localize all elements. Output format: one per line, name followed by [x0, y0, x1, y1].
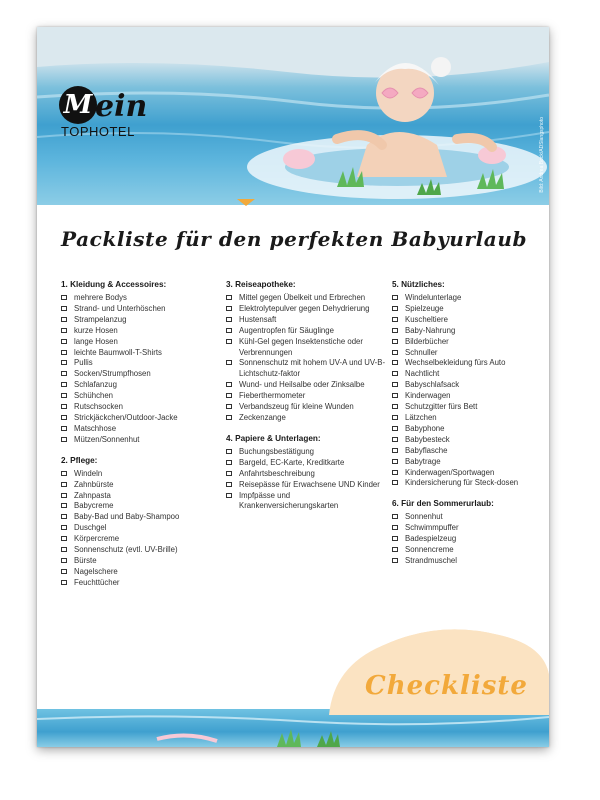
checklist-item	[226, 337, 386, 359]
checklist-item	[392, 424, 549, 435]
item-list	[226, 293, 386, 424]
checkbox-icon	[392, 514, 398, 519]
checklist-item-label: Baby-Nahrung	[405, 325, 456, 335]
item-list	[226, 447, 386, 512]
checklist-item	[392, 315, 549, 326]
section-title: 4. Papiere & Unterlagen:	[226, 433, 321, 443]
checklist-item	[392, 380, 549, 391]
checklist-item	[61, 348, 221, 359]
checkbox-icon	[61, 580, 67, 585]
checkbox-icon	[392, 328, 398, 333]
checkbox-icon	[392, 382, 398, 387]
checklist-item	[392, 556, 549, 567]
checklist-item-label: Babyschlafsack	[405, 380, 460, 390]
checklist-item-label: Kühl-Gel gegen Insektenstiche oder Verbrennungen	[239, 336, 363, 357]
checkbox-icon	[61, 371, 67, 376]
checkbox-icon	[226, 306, 232, 311]
checkbox-icon	[61, 295, 67, 300]
photo-credit: Bild: Andrea Bock/ADSlangsphoto	[539, 117, 545, 193]
checkbox-icon	[392, 448, 398, 453]
checkbox-icon	[226, 339, 232, 344]
checkbox-icon	[392, 350, 398, 355]
checkbox-icon	[61, 547, 67, 552]
checklist-item	[226, 469, 386, 480]
checklist-item	[392, 435, 549, 446]
checkbox-icon	[392, 415, 398, 420]
checklist-item	[61, 491, 221, 502]
section-title: 2. Pflege:	[61, 455, 98, 465]
checklist-item-label: Schühchen	[74, 391, 114, 401]
checkbox-icon	[392, 317, 398, 322]
checklist-item	[61, 369, 221, 380]
checklist-item	[392, 446, 549, 457]
checklist-item	[392, 468, 549, 479]
checklist-item-label: Kinderwagen	[405, 391, 451, 401]
logo-word: ein	[95, 89, 148, 124]
checklist-item-label: Fieberthermometer	[239, 391, 306, 401]
checklist-item	[392, 523, 549, 534]
checklist-item-label: Anfahrtsbeschreibung	[239, 468, 315, 478]
checklist-item	[392, 304, 549, 315]
checkbox-icon	[61, 426, 67, 431]
checklist-item-label: Schutzgitter fürs Bett	[405, 402, 478, 412]
checklist-item-label: Duschgel	[74, 523, 107, 533]
checklist-item-label: Elektrolytepulver gegen Dehydrierung	[239, 303, 370, 313]
checkbox-icon	[226, 360, 232, 365]
checklist-item	[61, 315, 221, 326]
checkbox-icon	[392, 470, 398, 475]
checklist-item	[61, 545, 221, 556]
column-3	[392, 280, 549, 577]
checklist-item	[61, 424, 221, 435]
checklist-item-label: Baby-Bad und Baby-Shampoo	[74, 512, 180, 522]
checklist-item	[392, 413, 549, 424]
column-2	[226, 280, 386, 522]
checklist-item-label: Strand- und Unterhöschen	[74, 303, 166, 313]
section-clothing	[61, 280, 221, 446]
checkbox-icon	[61, 382, 67, 387]
checkbox-icon	[392, 558, 398, 563]
checklist-item	[226, 480, 386, 491]
checklist-item-label: Sonnenschutz mit hohem UV-A und UV-B-Lichtschutz-faktor	[239, 358, 386, 379]
checklist-item-label: Schlafanzug	[74, 380, 117, 390]
checklist-item-label: Hustensaft	[239, 314, 277, 324]
checklist-item-label: Babyflasche	[405, 445, 448, 455]
checkbox-icon	[226, 295, 232, 300]
checklist-item-label: Mittel gegen Übelkeit und Erbrechen	[239, 293, 366, 302]
checklist-item-label: Sonnenschutz (evtl. UV-Brille)	[74, 545, 178, 555]
checkbox-icon	[392, 295, 398, 300]
checklist-item-label: Windelunterlage	[405, 293, 462, 302]
section-title: 1. Kleidung & Accessoires:	[61, 280, 167, 289]
checklist-item	[61, 337, 221, 348]
checklist-item	[61, 402, 221, 413]
checklist-item	[392, 369, 549, 380]
checklist-item	[392, 402, 549, 413]
checklist-item-label: Augentropfen für Säuglinge	[239, 325, 334, 335]
checklist-item-label: Schwimmpuffer	[405, 523, 459, 533]
checkbox-icon	[61, 317, 67, 322]
checklist-item-label: Reisepässe für Erwachsene UND Kinder	[239, 479, 380, 489]
page-title: Packliste für den perfekten Babyurlaub	[61, 227, 528, 251]
checkbox-icon	[392, 371, 398, 376]
checklist-item	[226, 304, 386, 315]
checkbox-icon	[61, 350, 67, 355]
checklist-item	[392, 478, 549, 489]
column-1	[61, 280, 221, 599]
checkbox-icon	[61, 328, 67, 333]
checklist-item-label: Kindersicherung für Steck-dosen	[405, 478, 519, 488]
checklist-item	[226, 458, 386, 469]
checklist-item	[392, 326, 549, 337]
checklist-item-label: Nachtlicht	[405, 369, 440, 379]
checklist-item-label: Zahnbürste	[74, 479, 114, 489]
checklist-item	[61, 293, 221, 304]
checkbox-icon	[392, 404, 398, 409]
checkbox-icon	[392, 339, 398, 344]
section-pharmacy	[226, 280, 386, 424]
checklist-item-label: Wechselbekleidung fürs Auto	[405, 358, 506, 368]
checklist-item	[226, 402, 386, 413]
checkbox-icon	[61, 471, 67, 476]
checklist-item-label: Wund- und Heilsalbe oder Zinksalbe	[239, 380, 365, 390]
checkbox-icon	[226, 393, 232, 398]
checkbox-icon	[226, 382, 232, 387]
checklist-item	[61, 469, 221, 480]
checklist-item-label: Lätzchen	[405, 412, 437, 422]
checklist-item-label: Babytrage	[405, 456, 441, 466]
section-documents	[226, 434, 386, 512]
checklist-item-label: Zeckenzange	[239, 412, 286, 422]
checklist-item-label: leichte Baumwoll-T-Shirts	[74, 347, 162, 357]
checklist-item-label: Pullis	[74, 358, 93, 368]
logo-mark: M	[59, 86, 97, 124]
checklist-item-label: Kuscheltiere	[405, 314, 448, 324]
checklist-item	[392, 534, 549, 545]
checklist-item-label: Badespielzeug	[405, 534, 457, 544]
checkliste-label: Checkliste	[365, 671, 528, 701]
checklist-item	[61, 304, 221, 315]
checkbox-icon	[61, 339, 67, 344]
checkbox-icon	[226, 493, 232, 498]
checklist-item-label: Körpercreme	[74, 534, 120, 544]
checklist-item-label: Mützen/Sonnenhut	[74, 434, 140, 444]
checklist-item-label: Windeln	[74, 468, 103, 478]
checkbox-icon	[61, 558, 67, 563]
checklist-item	[226, 391, 386, 402]
checklist-item	[226, 326, 386, 337]
checkbox-icon	[61, 482, 67, 487]
item-list	[61, 469, 221, 589]
checkliste-blob-front	[329, 625, 549, 715]
checkbox-icon	[61, 393, 67, 398]
checklist-item	[61, 501, 221, 512]
checklist-item	[226, 447, 386, 458]
checklist-item	[61, 512, 221, 523]
checklist-item-label: Babyphone	[405, 423, 445, 433]
section-title: 5. Nützliches:	[392, 280, 445, 289]
checklist-item-label: Babybesteck	[405, 434, 450, 444]
checkbox-icon	[61, 404, 67, 409]
checkbox-icon	[226, 449, 232, 454]
checkbox-icon	[61, 493, 67, 498]
checklist-item-label: Feuchttücher	[74, 577, 120, 587]
checkbox-icon	[61, 536, 67, 541]
checkbox-icon	[61, 306, 67, 311]
checklist-item-label: Matschhose	[74, 423, 117, 433]
checklist-item	[61, 523, 221, 534]
checklist-item	[61, 556, 221, 567]
hero-photo	[37, 27, 549, 205]
checklist-item-label: Sonnencreme	[405, 545, 454, 555]
checkbox-icon	[61, 360, 67, 365]
checkbox-icon	[61, 503, 67, 508]
checkbox-icon	[392, 437, 398, 442]
checklist-item	[61, 435, 221, 446]
mein-tophotel-logo	[59, 85, 147, 139]
checklist-item	[392, 337, 549, 348]
checklist-item	[61, 326, 221, 337]
checklist-item-label: Bargeld, EC-Karte, Kreditkarte	[239, 457, 345, 467]
checklist-item	[61, 413, 221, 424]
checkbox-icon	[226, 482, 232, 487]
checklist-item-label: Nagelschere	[74, 566, 118, 576]
checkbox-icon	[61, 569, 67, 574]
checklist-item-label: Zahnpasta	[74, 490, 111, 500]
checkbox-icon	[61, 415, 67, 420]
checkbox-icon	[392, 480, 398, 485]
orange-marker	[237, 199, 255, 206]
checklist-item-label: Strampelanzug	[74, 314, 127, 324]
checklist-item	[392, 358, 549, 369]
checklist-item	[392, 545, 549, 556]
checklist-item	[61, 480, 221, 491]
checkbox-icon	[226, 317, 232, 322]
checklist-item-label: lange Hosen	[74, 336, 118, 346]
checkbox-icon	[61, 525, 67, 530]
checklist-item-label: Impfpässe und Krankenversicherungskarten	[239, 490, 339, 511]
section-useful	[392, 280, 549, 489]
checklist-item	[392, 512, 549, 523]
checklist-item	[392, 293, 549, 304]
logo-subtitle: TOPHOTEL	[61, 124, 135, 139]
checkbox-icon	[392, 306, 398, 311]
checklist-item	[61, 380, 221, 391]
item-list	[392, 512, 549, 567]
checkbox-icon	[392, 360, 398, 365]
checklist-item-label: Strandmuschel	[405, 555, 458, 565]
checklist-item-label: Rutschsocken	[74, 402, 123, 412]
checklist-item-label: Strickjäckchen/Outdoor-Jacke	[74, 412, 178, 422]
checklist-item-label: Buchungsbestätigung	[239, 446, 314, 456]
checkbox-icon	[392, 547, 398, 552]
checklist-item	[226, 413, 386, 424]
checklist-item-label: Spielzeuge	[405, 303, 444, 313]
checkbox-icon	[392, 426, 398, 431]
checklist-item	[392, 391, 549, 402]
checklist-item	[226, 293, 386, 304]
checklist-item-label: kurze Hosen	[74, 325, 118, 335]
checkbox-icon	[226, 471, 232, 476]
checklist-item-label: Kinderwagen/Sportwagen	[405, 467, 495, 477]
checkbox-icon	[226, 328, 232, 333]
section-title: 3. Reiseapotheke:	[226, 280, 296, 289]
checklist-item	[226, 491, 386, 513]
checklist-item-label: mehrere Bodys	[74, 293, 127, 302]
checkbox-icon	[61, 437, 67, 442]
checklist-item-label: Babycreme	[74, 501, 114, 511]
checklist-item-label: Sonnenhut	[405, 512, 443, 522]
item-list	[392, 293, 549, 489]
section-summer	[392, 499, 549, 567]
checklist-item	[61, 391, 221, 402]
checklist-item	[392, 348, 549, 359]
checklist-item	[392, 457, 549, 468]
checkbox-icon	[392, 393, 398, 398]
checklist-item	[226, 358, 386, 380]
item-list	[61, 293, 221, 446]
checklist-item-label: Bilderbücher	[405, 336, 449, 346]
checklist-sheet	[37, 27, 549, 747]
checkbox-icon	[392, 525, 398, 530]
checklist-item	[61, 534, 221, 545]
checkbox-icon	[226, 404, 232, 409]
checklist-item-label: Socken/Strumpfhosen	[74, 369, 151, 379]
section-care	[61, 456, 221, 589]
checklist-item	[61, 358, 221, 369]
checklist-item-label: Bürste	[74, 555, 97, 565]
checkbox-icon	[392, 459, 398, 464]
checkbox-icon	[392, 536, 398, 541]
checklist-item-label: Schnuller	[405, 347, 438, 357]
checklist-item	[226, 380, 386, 391]
checkbox-icon	[226, 460, 232, 465]
checklist-item	[226, 315, 386, 326]
checkbox-icon	[226, 415, 232, 420]
checklist-item-label: Verbandszeug für kleine Wunden	[239, 402, 354, 412]
section-title: 6. Für den Sommerurlaub:	[392, 499, 494, 509]
checklist-item	[61, 578, 221, 589]
checkbox-icon	[61, 514, 67, 519]
checklist-item	[61, 567, 221, 578]
